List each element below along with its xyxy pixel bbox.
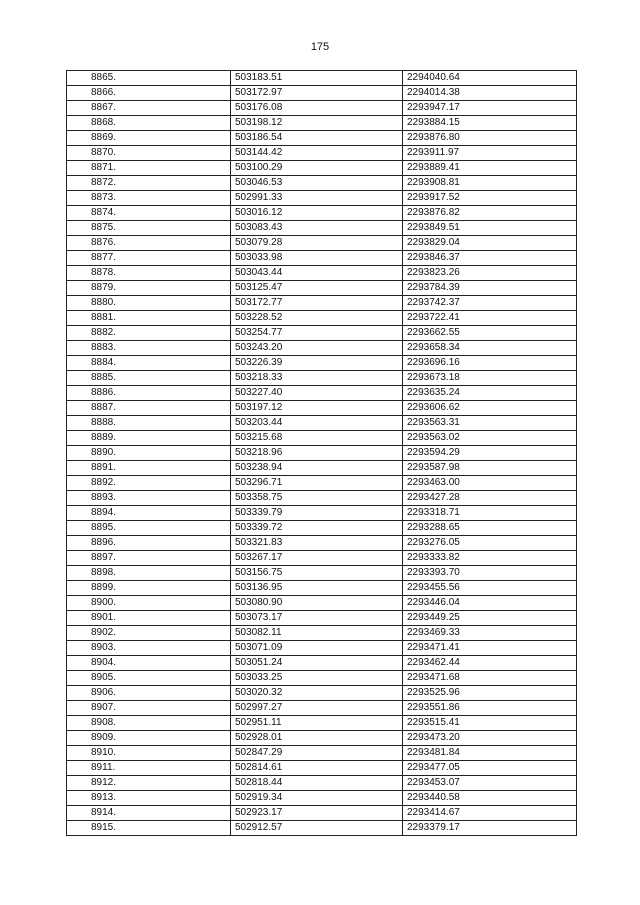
point-number-cell: 8893. xyxy=(67,491,231,506)
page-number: 175 xyxy=(310,41,330,53)
x-coordinate-cell: 503016.12 xyxy=(231,206,403,221)
point-number-cell: 8906. xyxy=(67,686,231,701)
x-coordinate-cell: 503020.32 xyxy=(231,686,403,701)
x-coordinate-cell: 503082.11 xyxy=(231,626,403,641)
table-row xyxy=(67,521,577,536)
x-coordinate-cell: 503197.12 xyxy=(231,401,403,416)
y-coordinate-cell: 2293462.44 xyxy=(403,656,577,671)
table-row xyxy=(67,191,577,206)
point-number-cell: 8876. xyxy=(67,236,231,251)
point-number-cell: 8898. xyxy=(67,566,231,581)
point-number-cell: 8910. xyxy=(67,746,231,761)
y-coordinate-cell: 2293481.84 xyxy=(403,746,577,761)
table-row xyxy=(67,221,577,236)
point-number-cell: 8911. xyxy=(67,761,231,776)
x-coordinate-cell: 503226.39 xyxy=(231,356,403,371)
x-coordinate-cell: 502991.33 xyxy=(231,191,403,206)
point-number-cell: 8897. xyxy=(67,551,231,566)
table-row xyxy=(67,86,577,101)
y-coordinate-cell: 2293911.97 xyxy=(403,146,577,161)
y-coordinate-cell: 2293477.05 xyxy=(403,761,577,776)
y-coordinate-cell: 2293288.65 xyxy=(403,521,577,536)
x-coordinate-cell: 503144.42 xyxy=(231,146,403,161)
point-number-cell: 8902. xyxy=(67,626,231,641)
table-row xyxy=(67,476,577,491)
x-coordinate-cell: 503073.17 xyxy=(231,611,403,626)
table-row xyxy=(67,446,577,461)
table-row xyxy=(67,731,577,746)
y-coordinate-cell: 2293525.96 xyxy=(403,686,577,701)
point-number-cell: 8914. xyxy=(67,806,231,821)
point-number-cell: 8875. xyxy=(67,221,231,236)
point-number-cell: 8890. xyxy=(67,446,231,461)
point-number-cell: 8879. xyxy=(67,281,231,296)
table-row xyxy=(67,506,577,521)
x-coordinate-cell: 503218.96 xyxy=(231,446,403,461)
x-coordinate-cell: 503079.28 xyxy=(231,236,403,251)
x-coordinate-cell: 503071.09 xyxy=(231,641,403,656)
x-coordinate-cell: 503198.12 xyxy=(231,116,403,131)
y-coordinate-cell: 2293440.58 xyxy=(403,791,577,806)
point-number-cell: 8896. xyxy=(67,536,231,551)
table-row xyxy=(67,236,577,251)
table-row xyxy=(67,206,577,221)
table-row xyxy=(67,326,577,341)
x-coordinate-cell: 503227.40 xyxy=(231,386,403,401)
x-coordinate-cell: 503218.33 xyxy=(231,371,403,386)
x-coordinate-cell: 503083.43 xyxy=(231,221,403,236)
table-row xyxy=(67,161,577,176)
table-row xyxy=(67,461,577,476)
table-row xyxy=(67,116,577,131)
x-coordinate-cell: 503176.08 xyxy=(231,101,403,116)
y-coordinate-cell: 2293469.33 xyxy=(403,626,577,641)
x-coordinate-cell: 503051.24 xyxy=(231,656,403,671)
x-coordinate-cell: 502997.27 xyxy=(231,701,403,716)
x-coordinate-cell: 503156.75 xyxy=(231,566,403,581)
y-coordinate-cell: 2293393.70 xyxy=(403,566,577,581)
x-coordinate-cell: 503321.83 xyxy=(231,536,403,551)
x-coordinate-cell: 502847.29 xyxy=(231,746,403,761)
point-number-cell: 8871. xyxy=(67,161,231,176)
y-coordinate-cell: 2293947.17 xyxy=(403,101,577,116)
table-row xyxy=(67,71,577,86)
x-coordinate-cell: 503228.52 xyxy=(231,311,403,326)
x-coordinate-cell: 503172.77 xyxy=(231,296,403,311)
x-coordinate-cell: 503125.47 xyxy=(231,281,403,296)
x-coordinate-cell: 503254.77 xyxy=(231,326,403,341)
y-coordinate-cell: 2293594.29 xyxy=(403,446,577,461)
table-row xyxy=(67,791,577,806)
table-row xyxy=(67,281,577,296)
y-coordinate-cell: 2293696.16 xyxy=(403,356,577,371)
y-coordinate-cell: 2293276.05 xyxy=(403,536,577,551)
y-coordinate-cell: 2293473.20 xyxy=(403,731,577,746)
table-row xyxy=(67,671,577,686)
x-coordinate-cell: 503046.53 xyxy=(231,176,403,191)
y-coordinate-cell: 2293471.68 xyxy=(403,671,577,686)
point-number-cell: 8869. xyxy=(67,131,231,146)
table-row xyxy=(67,776,577,791)
y-coordinate-cell: 2293414.67 xyxy=(403,806,577,821)
point-number-cell: 8915. xyxy=(67,821,231,836)
table-row xyxy=(67,716,577,731)
point-number-cell: 8904. xyxy=(67,656,231,671)
x-coordinate-cell: 503172.97 xyxy=(231,86,403,101)
y-coordinate-cell: 2293455.56 xyxy=(403,581,577,596)
point-number-cell: 8878. xyxy=(67,266,231,281)
x-coordinate-cell: 503203.44 xyxy=(231,416,403,431)
y-coordinate-cell: 2293515.41 xyxy=(403,716,577,731)
table-row xyxy=(67,341,577,356)
table-row xyxy=(67,401,577,416)
x-coordinate-cell: 503080.90 xyxy=(231,596,403,611)
table-row xyxy=(67,641,577,656)
table-row xyxy=(67,611,577,626)
point-number-cell: 8866. xyxy=(67,86,231,101)
table-row xyxy=(67,806,577,821)
table-row xyxy=(67,131,577,146)
y-coordinate-cell: 2293829.04 xyxy=(403,236,577,251)
table-row xyxy=(67,626,577,641)
x-coordinate-cell: 503033.25 xyxy=(231,671,403,686)
table-row xyxy=(67,266,577,281)
point-number-cell: 8908. xyxy=(67,716,231,731)
x-coordinate-cell: 503267.17 xyxy=(231,551,403,566)
table-row xyxy=(67,296,577,311)
table-row xyxy=(67,251,577,266)
table-row xyxy=(67,416,577,431)
table-row xyxy=(67,176,577,191)
point-number-cell: 8868. xyxy=(67,116,231,131)
y-coordinate-cell: 2293606.62 xyxy=(403,401,577,416)
x-coordinate-cell: 502912.57 xyxy=(231,821,403,836)
table-row xyxy=(67,101,577,116)
table-row xyxy=(67,371,577,386)
y-coordinate-cell: 2293463.00 xyxy=(403,476,577,491)
x-coordinate-cell: 502814.61 xyxy=(231,761,403,776)
x-coordinate-cell: 503033.98 xyxy=(231,251,403,266)
y-coordinate-cell: 2293658.34 xyxy=(403,341,577,356)
point-number-cell: 8880. xyxy=(67,296,231,311)
table-row xyxy=(67,656,577,671)
table-row xyxy=(67,146,577,161)
y-coordinate-cell: 2293876.82 xyxy=(403,206,577,221)
y-coordinate-cell: 2294040.64 xyxy=(403,71,577,86)
x-coordinate-cell: 503296.71 xyxy=(231,476,403,491)
y-coordinate-cell: 2293742.37 xyxy=(403,296,577,311)
point-number-cell: 8901. xyxy=(67,611,231,626)
y-coordinate-cell: 2293318.71 xyxy=(403,506,577,521)
point-number-cell: 8877. xyxy=(67,251,231,266)
table-row xyxy=(67,551,577,566)
y-coordinate-cell: 2293446.04 xyxy=(403,596,577,611)
point-number-cell: 8892. xyxy=(67,476,231,491)
y-coordinate-cell: 2293563.02 xyxy=(403,431,577,446)
y-coordinate-cell: 2293635.24 xyxy=(403,386,577,401)
point-number-cell: 8885. xyxy=(67,371,231,386)
point-number-cell: 8883. xyxy=(67,341,231,356)
y-coordinate-cell: 2293379.17 xyxy=(403,821,577,836)
point-number-cell: 8881. xyxy=(67,311,231,326)
y-coordinate-cell: 2293587.98 xyxy=(403,461,577,476)
point-number-cell: 8891. xyxy=(67,461,231,476)
y-coordinate-cell: 2293427.28 xyxy=(403,491,577,506)
x-coordinate-cell: 503186.54 xyxy=(231,131,403,146)
y-coordinate-cell: 2293662.55 xyxy=(403,326,577,341)
table-row xyxy=(67,431,577,446)
point-number-cell: 8873. xyxy=(67,191,231,206)
y-coordinate-cell: 2293453.07 xyxy=(403,776,577,791)
point-number-cell: 8872. xyxy=(67,176,231,191)
x-coordinate-cell: 503243.20 xyxy=(231,341,403,356)
point-number-cell: 8867. xyxy=(67,101,231,116)
point-number-cell: 8887. xyxy=(67,401,231,416)
x-coordinate-cell: 503183.51 xyxy=(231,71,403,86)
point-number-cell: 8865. xyxy=(67,71,231,86)
x-coordinate-cell: 503339.79 xyxy=(231,506,403,521)
y-coordinate-cell: 2294014.38 xyxy=(403,86,577,101)
x-coordinate-cell: 503339.72 xyxy=(231,521,403,536)
y-coordinate-cell: 2293876.80 xyxy=(403,131,577,146)
x-coordinate-cell: 503136.95 xyxy=(231,581,403,596)
y-coordinate-cell: 2293673.18 xyxy=(403,371,577,386)
y-coordinate-cell: 2293823.26 xyxy=(403,266,577,281)
table-row xyxy=(67,536,577,551)
x-coordinate-cell: 503043.44 xyxy=(231,266,403,281)
y-coordinate-cell: 2293471.41 xyxy=(403,641,577,656)
table-row xyxy=(67,686,577,701)
table-row xyxy=(67,491,577,506)
point-number-cell: 8895. xyxy=(67,521,231,536)
table-row xyxy=(67,821,577,836)
y-coordinate-cell: 2293908.81 xyxy=(403,176,577,191)
table-row xyxy=(67,761,577,776)
point-number-cell: 8903. xyxy=(67,641,231,656)
y-coordinate-cell: 2293917.52 xyxy=(403,191,577,206)
y-coordinate-cell: 2293846.37 xyxy=(403,251,577,266)
y-coordinate-cell: 2293449.25 xyxy=(403,611,577,626)
point-number-cell: 8874. xyxy=(67,206,231,221)
y-coordinate-cell: 2293849.51 xyxy=(403,221,577,236)
point-number-cell: 8889. xyxy=(67,431,231,446)
table-row xyxy=(67,311,577,326)
y-coordinate-cell: 2293722.41 xyxy=(403,311,577,326)
point-number-cell: 8884. xyxy=(67,356,231,371)
y-coordinate-cell: 2293333.82 xyxy=(403,551,577,566)
y-coordinate-cell: 2293551.86 xyxy=(403,701,577,716)
x-coordinate-cell: 503238.94 xyxy=(231,461,403,476)
point-number-cell: 8909. xyxy=(67,731,231,746)
y-coordinate-cell: 2293884.15 xyxy=(403,116,577,131)
table-row xyxy=(67,386,577,401)
x-coordinate-cell: 502919.34 xyxy=(231,791,403,806)
y-coordinate-cell: 2293784.39 xyxy=(403,281,577,296)
table-row xyxy=(67,356,577,371)
x-coordinate-cell: 502923.17 xyxy=(231,806,403,821)
point-number-cell: 8888. xyxy=(67,416,231,431)
x-coordinate-cell: 502928.01 xyxy=(231,731,403,746)
point-number-cell: 8912. xyxy=(67,776,231,791)
y-coordinate-cell: 2293889.41 xyxy=(403,161,577,176)
point-number-cell: 8905. xyxy=(67,671,231,686)
x-coordinate-cell: 502818.44 xyxy=(231,776,403,791)
point-number-cell: 8899. xyxy=(67,581,231,596)
point-number-cell: 8870. xyxy=(67,146,231,161)
point-number-cell: 8913. xyxy=(67,791,231,806)
table-row xyxy=(67,566,577,581)
x-coordinate-cell: 503358.75 xyxy=(231,491,403,506)
x-coordinate-cell: 503215.68 xyxy=(231,431,403,446)
y-coordinate-cell: 2293563.31 xyxy=(403,416,577,431)
point-number-cell: 8894. xyxy=(67,506,231,521)
table-row xyxy=(67,596,577,611)
point-number-cell: 8907. xyxy=(67,701,231,716)
point-number-cell: 8886. xyxy=(67,386,231,401)
coordinates-table-body xyxy=(67,71,577,836)
x-coordinate-cell: 502951.11 xyxy=(231,716,403,731)
x-coordinate-cell: 503100.29 xyxy=(231,161,403,176)
table-row xyxy=(67,581,577,596)
point-number-cell: 8900. xyxy=(67,596,231,611)
table-row xyxy=(67,746,577,761)
point-number-cell: 8882. xyxy=(67,326,231,341)
coordinates-table xyxy=(66,70,577,836)
table-row xyxy=(67,701,577,716)
